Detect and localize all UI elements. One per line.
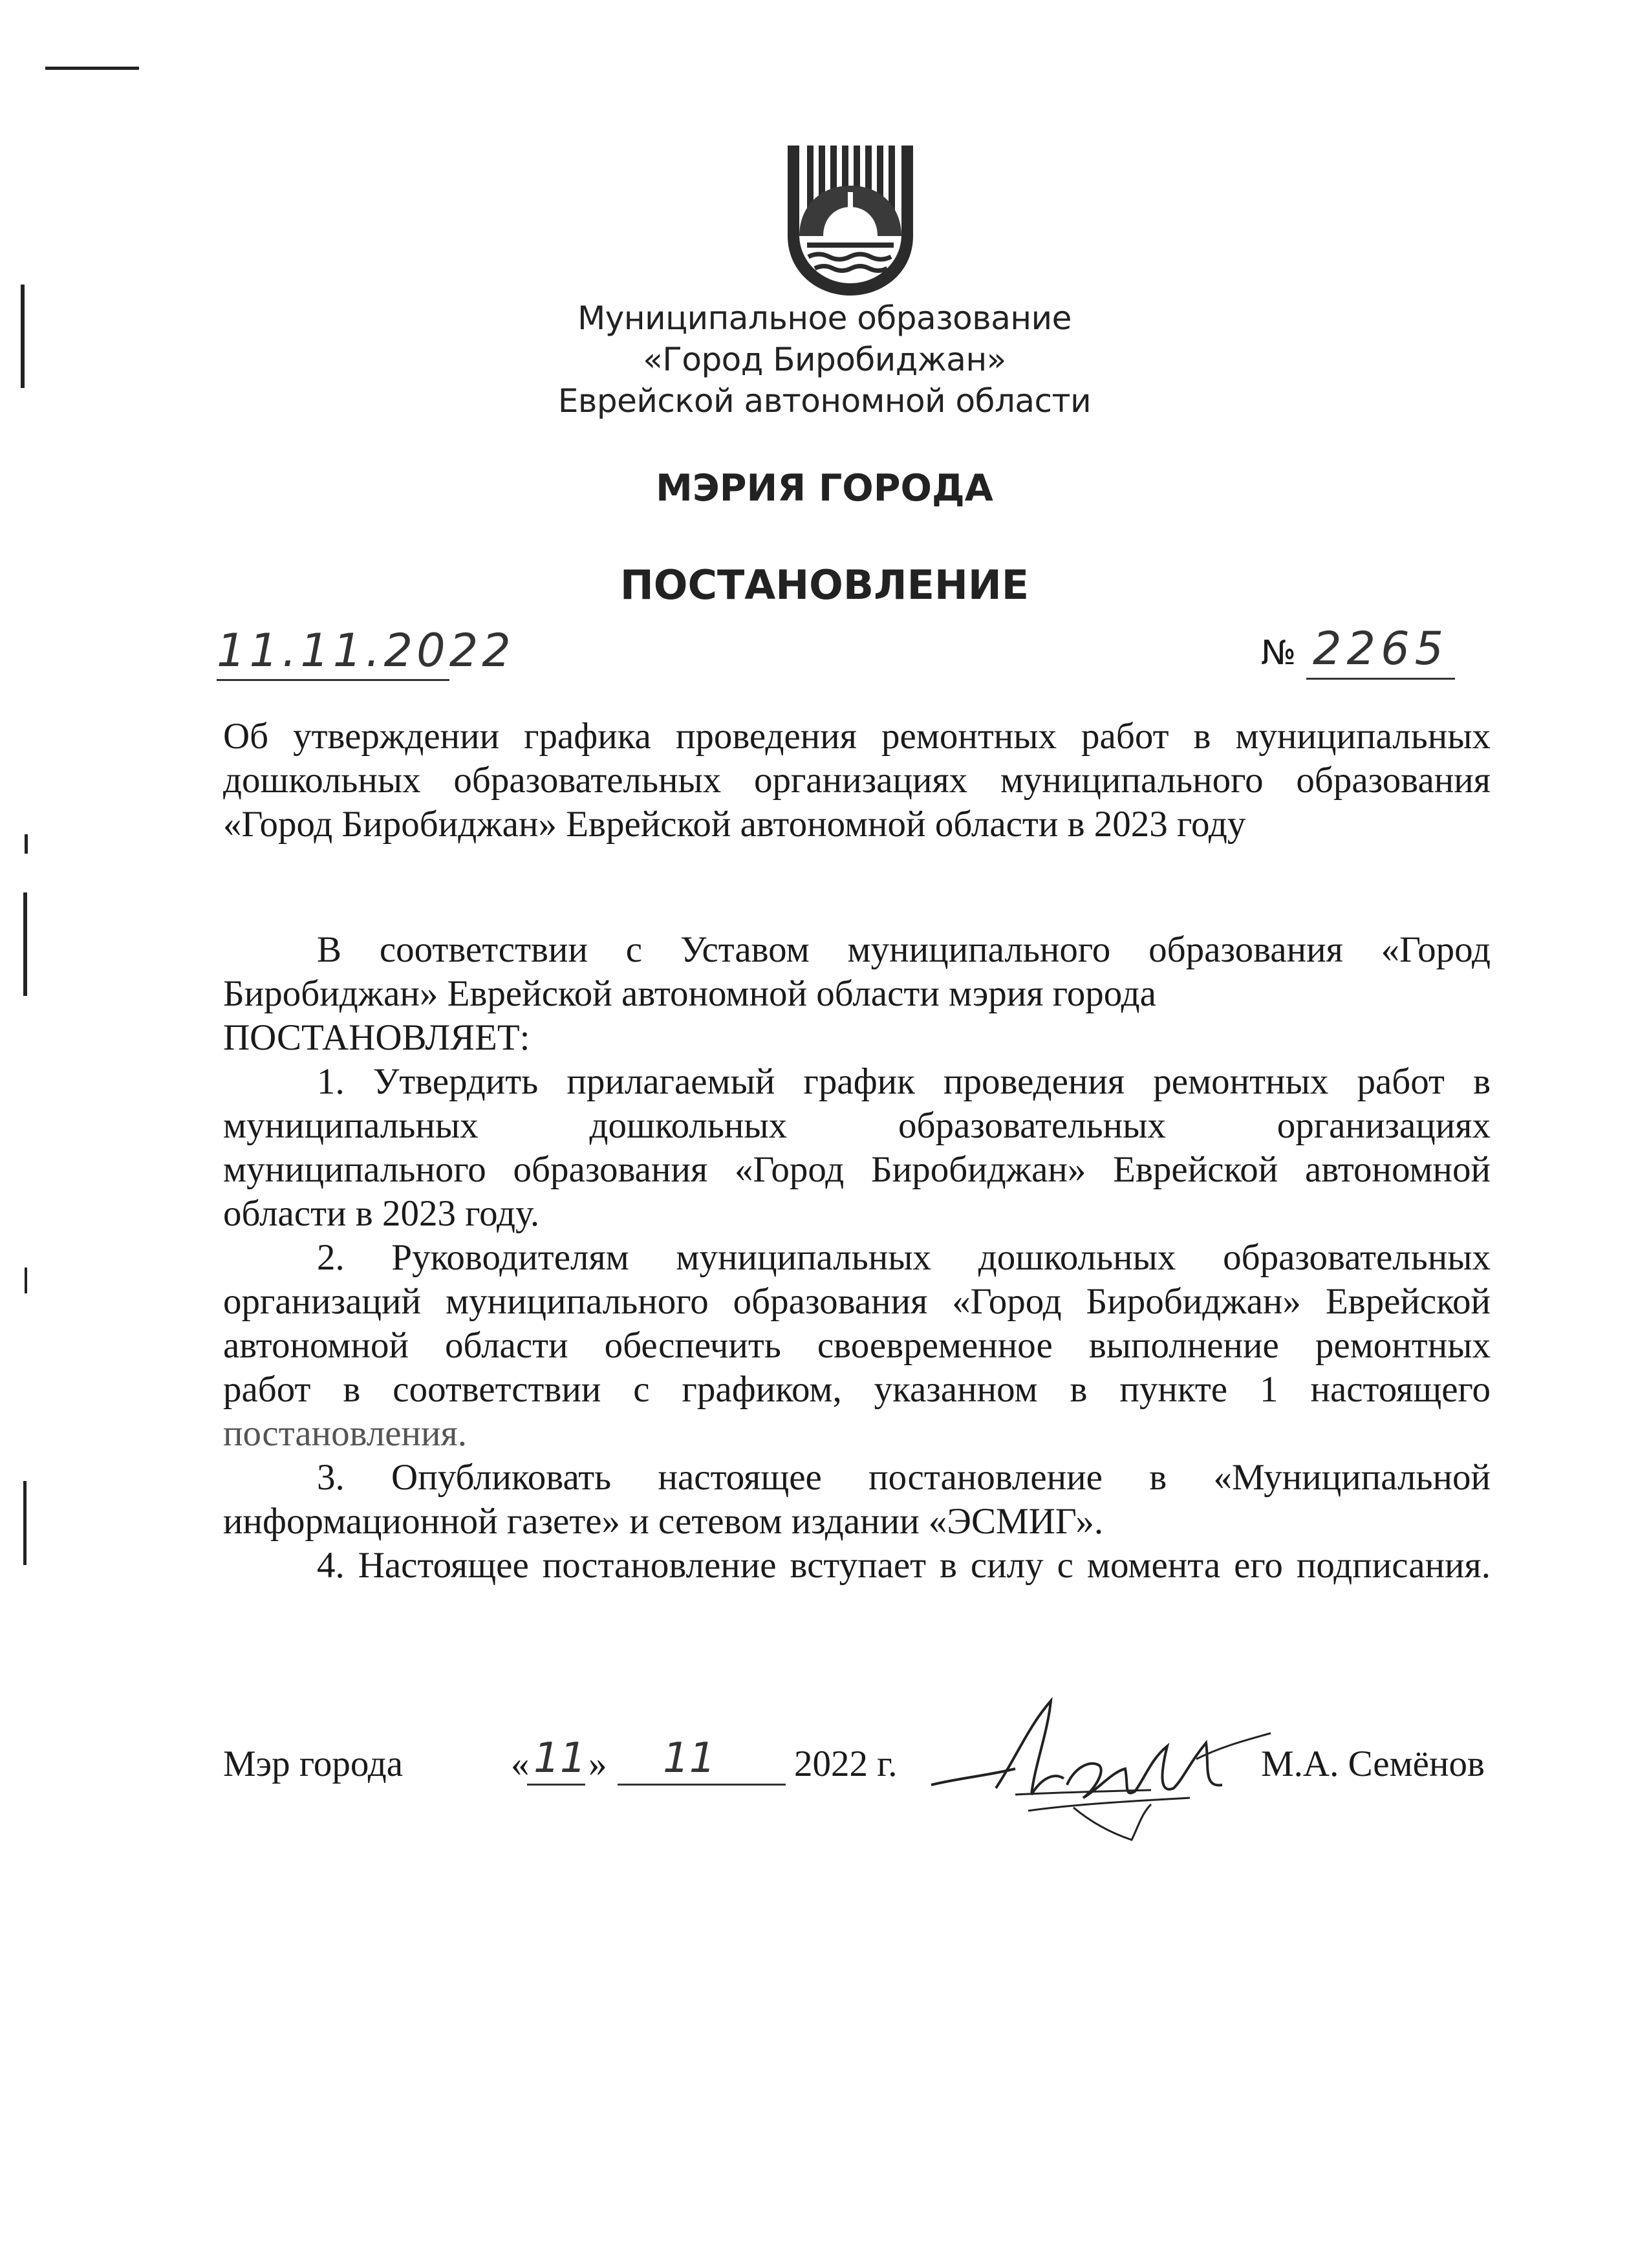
item-3-line: 3. Опубликовать настоящее постановление в «Муниципальной: [317, 1457, 1491, 1498]
month-underline: [618, 1784, 786, 1786]
item-2-line: организаций муниципального образования «Город Биробиджан» Еврейской: [223, 1281, 1491, 1322]
signatory-name: М.А. Семёнов: [1261, 1744, 1485, 1784]
resolves-heading: ПОСТАНОВЛЯЕТ:: [223, 1017, 530, 1058]
signature-day: 11: [534, 1734, 587, 1782]
item-2-line: 2. Руководителям муниципальных дошкольных образовательных: [317, 1237, 1491, 1278]
date-quote-close: »: [588, 1744, 607, 1784]
signatory-position: Мэр города: [223, 1744, 404, 1784]
number-underline: [1306, 678, 1455, 680]
org-name-line1: Муниципальное образование: [577, 299, 1072, 337]
preamble-line: Биробиджан» Еврейской автономной области мэрия города: [223, 973, 1156, 1014]
scan-artifact-edge: [23, 1481, 27, 1565]
handwritten-signature-icon: [918, 1681, 1293, 1850]
item-3-line: информационной газете» и сетевом издании «ЭСМИГ».: [223, 1501, 1104, 1542]
scan-artifact-top: [45, 67, 139, 70]
subject-line: Об утверждении графика проведения ремонтных работ в муниципальных: [223, 716, 1491, 757]
subject-line: «Город Биробиджан» Еврейской автономной области в 2023 году: [223, 804, 1246, 845]
org-name-line3: Еврейской автономной области: [557, 382, 1092, 420]
document-type-title: ПОСТАНОВЛЕНИЕ: [620, 561, 1029, 609]
scan-artifact-edge: [23, 892, 27, 996]
signature-year: 2022 г.: [794, 1744, 898, 1784]
document-number: 2265: [1313, 622, 1449, 675]
day-underline: [527, 1784, 585, 1786]
item-2-line: работ в соответствии с графиком, указанном в пункте 1 настоящего: [223, 1369, 1491, 1410]
date-underline: [217, 679, 449, 681]
subject-line: дошкольных образовательных организациях муниципального образования: [223, 760, 1491, 801]
item-1-line: муниципальных дошкольных образовательных организациях: [223, 1105, 1491, 1146]
document-date: 11.11.2022: [217, 624, 515, 677]
item-4-line: 4. Настоящее постановление вступает в силу с момента его подписания.: [317, 1545, 1491, 1586]
org-name-line2: «Город Биробиджан»: [643, 341, 1006, 378]
item-1-line: муниципального образования «Город Биробиджан» Еврейской автономной: [223, 1149, 1491, 1190]
date-quote-open: «: [511, 1744, 530, 1784]
scan-artifact-dot: [25, 834, 28, 854]
scan-artifact-dot: [25, 1268, 27, 1293]
item-1-line: 1. Утвердить прилагаемый график проведения ремонтных работ в: [317, 1061, 1491, 1102]
item-2-line: постановления.: [223, 1413, 468, 1454]
signature-month: 11: [663, 1734, 716, 1782]
item-2-line: автономной области обеспечить своевременное выполнение ремонтных: [223, 1325, 1491, 1366]
number-sign: №: [1261, 634, 1297, 673]
preamble-line: В соответствии с Уставом муниципального образования «Город: [317, 929, 1491, 970]
city-emblem-icon: [781, 146, 920, 297]
item-1-line: области в 2023 году.: [223, 1193, 540, 1234]
office-title: МЭРИЯ ГОРОДА: [656, 467, 993, 510]
